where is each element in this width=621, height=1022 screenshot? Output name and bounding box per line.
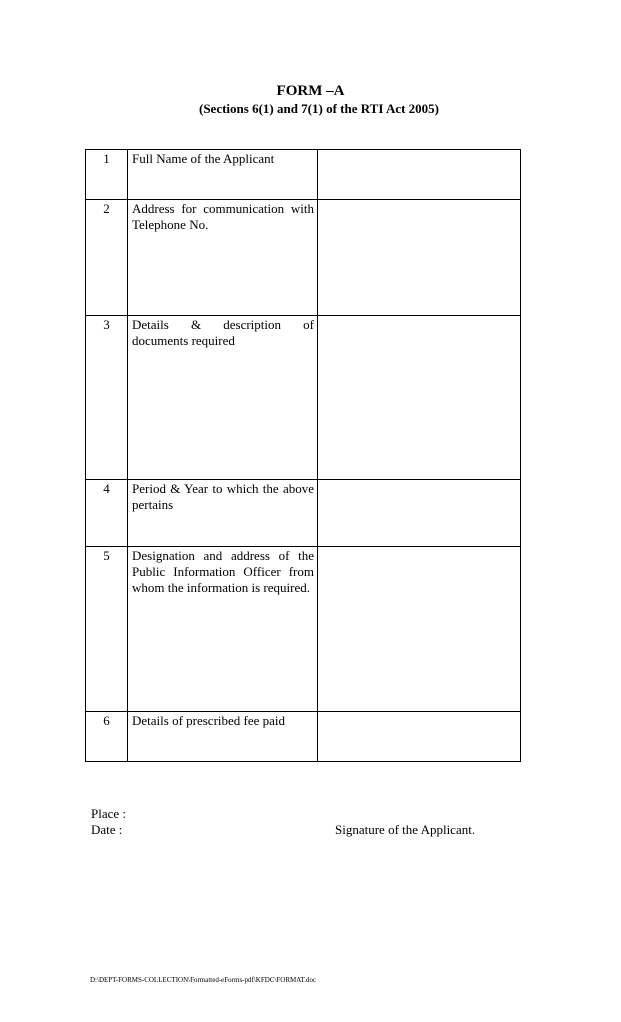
application-form-table [85, 149, 521, 762]
row-label: Period & Year to which the above pertains [128, 480, 318, 547]
row-label: Details of prescribed fee paid [128, 712, 318, 762]
form-row-documents [86, 316, 521, 480]
period-field[interactable] [318, 480, 521, 547]
row-number: 2 [86, 200, 128, 316]
documents-field[interactable] [318, 316, 521, 480]
full-name-field[interactable] [318, 150, 521, 200]
row-label: Full Name of the Applicant [128, 150, 318, 200]
row-number: 6 [86, 712, 128, 762]
pio-field[interactable] [318, 547, 521, 712]
row-number: 5 [86, 547, 128, 712]
form-row-fee [86, 712, 521, 762]
row-label: Address for communication with Telephone No. [128, 200, 318, 316]
row-number: 1 [86, 150, 128, 200]
form-title: FORM –A [276, 83, 345, 99]
form-row-period [86, 480, 521, 547]
file-path-footer: D:\DEPT-FORMS-COLLECTION\Formatted-eForms-pdf\KFDC\FORMAT.doc [90, 976, 317, 984]
date-label: Date : [91, 822, 123, 837]
row-label: Details & description of documents required [128, 316, 318, 480]
signature-label: Signature of the Applicant. [335, 822, 476, 837]
form-subtitle: (Sections 6(1) and 7(1) of the RTI Act 2005) [198, 101, 440, 116]
form-row-full-name [86, 150, 521, 200]
row-number: 4 [86, 480, 128, 547]
row-number: 3 [86, 316, 128, 480]
form-row-pio [86, 547, 521, 712]
form-row-address [86, 200, 521, 316]
fee-field[interactable] [318, 712, 521, 762]
place-label: Place : [91, 806, 127, 821]
address-field[interactable] [318, 200, 521, 316]
row-label: Designation and address of the Public Information Officer from whom the information is required. [128, 547, 318, 712]
